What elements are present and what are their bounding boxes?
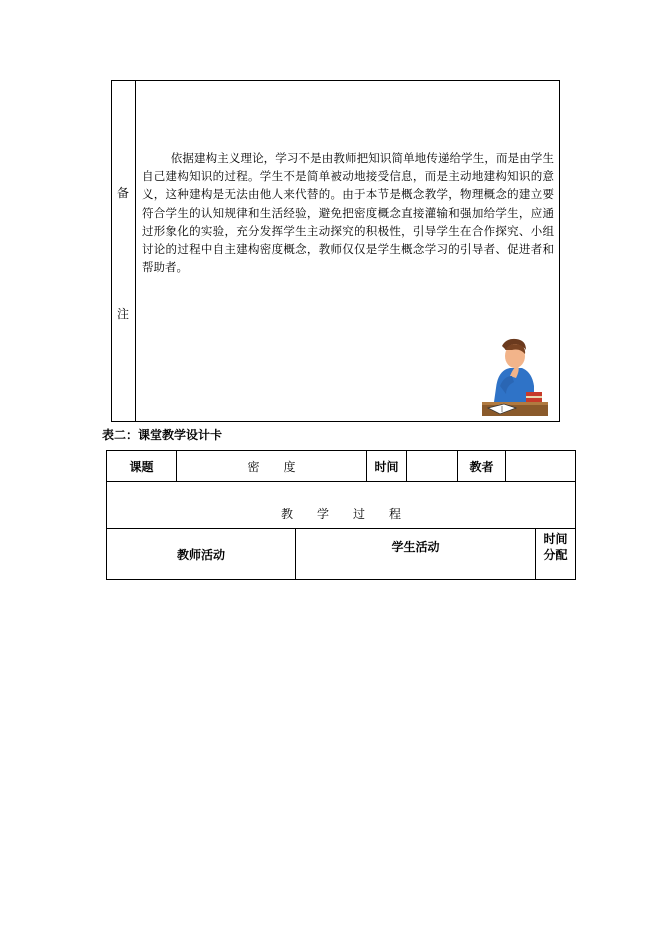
student-activity-header: 学生活动 xyxy=(391,540,440,554)
time-allocation-line-2: 分配 xyxy=(543,548,568,562)
row-divider-2 xyxy=(107,528,575,529)
remarks-label-char-1: 备 xyxy=(116,186,129,200)
teacher-label: 教者 xyxy=(469,460,494,474)
lesson-design-table xyxy=(106,450,576,580)
time-allocation-header xyxy=(536,531,575,563)
teacher-activity-header: 教师活动 xyxy=(176,548,225,562)
process-title: 教 学 过 程 xyxy=(280,507,401,521)
time-allocation-line-1: 时间 xyxy=(543,532,568,546)
thinking-student-illustration xyxy=(480,336,550,422)
topic-label: 课题 xyxy=(129,460,154,474)
remarks-paragraph: 依据建构主义理论，学习不是由教师把知识简单地传递给学生，而是由学生自己建构知识的过程。学生不是简单被动地接受信息，而是主动地建构知识的意义，这种建构是无法由他人来代替的。由于本节是概念教学，物理概念的建立要符合学生的认知规律和生活经验，避免把密度概念直接灌输和强加给学生，应通过形象化的实验，充分发挥学生主动探究的积极性，引导学生在合作探究、小组讨论的过程中自主建构密度概念，教师仅仅是学生概念学习的引导者、促进者和帮助者。 xyxy=(142,151,554,275)
col-divider-5 xyxy=(505,451,506,481)
remarks-label-char-2: 注 xyxy=(116,307,129,321)
col-divider-3 xyxy=(406,451,407,481)
topic-value: 密 度 xyxy=(247,460,296,474)
remarks-divider xyxy=(135,80,136,422)
time-label: 时间 xyxy=(374,460,399,474)
row-divider-1 xyxy=(107,481,575,482)
table-caption: 表二：课堂教学设计卡 xyxy=(102,428,223,442)
